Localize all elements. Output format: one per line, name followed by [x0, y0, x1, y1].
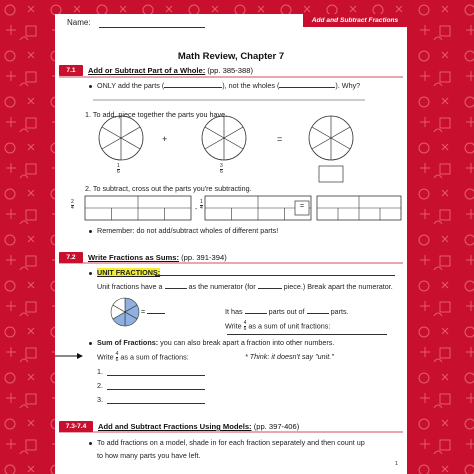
- equals2-sign: =: [300, 203, 305, 210]
- section2-pages: (pp. 391-394): [179, 253, 227, 262]
- answer-line-3[interactable]: [107, 403, 205, 404]
- section3-line-1: To add fractions on a model, shade in for each fraction separately and then count up: [97, 438, 365, 447]
- unit-desc-2: as the numerator (for: [188, 282, 256, 291]
- section1-heading-text: Add or Subtract Part of a Whole:: [88, 66, 206, 75]
- name-field[interactable]: [99, 27, 205, 28]
- frac-a-den: 4: [71, 205, 74, 211]
- write-post: as a sum of unit fractions:: [248, 321, 331, 331]
- only-add-parts-text: [97, 81, 360, 90]
- unit-fractions-answer-line[interactable]: [155, 275, 395, 276]
- list-number-3: 3.: [97, 395, 103, 404]
- fraction-bar-1: [85, 196, 191, 220]
- step1-text: 1. To add, piece together the parts you have.: [85, 110, 228, 119]
- shaded-pie: [111, 298, 139, 326]
- frac-label-1-den: 6: [117, 169, 120, 175]
- section1-heading: [88, 66, 253, 75]
- answer-line-2[interactable]: [107, 389, 205, 390]
- sum-of-fractions-label: Sum of Fractions:: [97, 338, 159, 347]
- sum-of-fractions-desc: you can also break apart a fraction into other numbers.: [158, 338, 335, 347]
- write2-frac-den: 6: [115, 357, 119, 363]
- write-frac-den: 6: [243, 326, 247, 332]
- name-label: Name:: [67, 18, 91, 27]
- arrow-icon: [55, 353, 83, 359]
- unit-fractions-desc: [97, 282, 393, 291]
- unit-fractions-label: [97, 268, 160, 277]
- pie-circle-1: [99, 116, 143, 160]
- pie-equals: [141, 307, 165, 316]
- only-add-mid: ), not the wholes (: [222, 81, 280, 90]
- section3-heading-text: Add and Subtract Fractions Using Models:: [98, 422, 252, 431]
- write-sum: [97, 352, 189, 363]
- unit-sum-answer-line[interactable]: [227, 334, 387, 335]
- frac-a: [71, 200, 74, 211]
- remember-text: Remember: do not add/subtract wholes of different parts!: [97, 226, 279, 235]
- section3-heading: [98, 422, 299, 431]
- it-has-text: [225, 307, 349, 316]
- frac-label-1: [117, 164, 120, 175]
- it-has: It has: [225, 307, 243, 316]
- write2-post: as a sum of fractions:: [120, 352, 189, 362]
- pie-circle-2: [202, 116, 246, 160]
- total-parts-blank[interactable]: [307, 313, 329, 314]
- section3-pages: (pp. 397-406): [251, 422, 300, 431]
- frac-label-2-den: 6: [220, 169, 223, 175]
- write-frac-num: 4: [243, 320, 247, 326]
- frac-label-2: [220, 164, 223, 175]
- numerator-blank[interactable]: [165, 288, 187, 289]
- frac-b-num: 1: [200, 199, 203, 205]
- topic-tab: Add and Subtract Fractions: [303, 14, 407, 27]
- pie-answer-blank[interactable]: [147, 313, 165, 314]
- section2-heading-text: Write Fractions as Sums:: [88, 253, 180, 262]
- write-unit-sum: [225, 321, 330, 332]
- unit-desc-1: Unit fractions have a: [97, 282, 163, 291]
- parts-blank[interactable]: [164, 87, 222, 88]
- section-badge-7-2: 7.2: [59, 252, 83, 263]
- list-number-2: 2.: [97, 381, 103, 390]
- pie-equals-sign: =: [141, 307, 146, 316]
- frac-label-1-num: 1: [117, 163, 120, 169]
- parts-word: parts.: [330, 307, 349, 316]
- piece-blank[interactable]: [258, 288, 282, 289]
- section-badge-7-1: 7.1: [59, 65, 83, 76]
- answer-line-1[interactable]: [107, 375, 205, 376]
- write2-frac-num: 4: [115, 351, 119, 357]
- pie-circle-answer: [309, 116, 353, 182]
- only-add-post: ). Why?: [335, 81, 361, 90]
- section-badge-7-3: 7.3-7.4: [59, 421, 93, 432]
- minus-sign: -: [195, 204, 198, 213]
- only-add-pre: ONLY add the parts (: [97, 81, 165, 90]
- unit-desc-3: piece.) Break apart the numerator.: [283, 282, 393, 291]
- think-note: * Think: it doesn't say "unit.": [245, 352, 334, 361]
- section2-heading: [88, 253, 227, 262]
- equals-sign: =: [277, 134, 283, 144]
- wholes-blank[interactable]: [279, 87, 335, 88]
- section1-pages: (pp. 385-388): [205, 66, 253, 75]
- unit-fractions-highlight: UNIT FRACTIONS:: [97, 268, 161, 277]
- write2-pre: Write: [97, 352, 114, 362]
- frac-b: [200, 200, 203, 211]
- sum-of-fractions-text: [97, 338, 334, 347]
- frac-b-den: 4: [200, 205, 203, 211]
- page-number: 1: [395, 461, 399, 467]
- frac-label-2-num: 3: [220, 163, 223, 169]
- plus-sign: +: [162, 134, 168, 144]
- step2-text: 2. To subtract, cross out the parts you're subtracting.: [85, 184, 252, 193]
- section3-line-2: to how many parts you have left.: [97, 451, 201, 460]
- parts-out-of: parts out of: [268, 307, 305, 316]
- worksheet-page: [55, 14, 407, 474]
- frac-a-num: 2: [71, 199, 74, 205]
- write-pre: Write: [225, 321, 242, 331]
- list-number-1: 1.: [97, 367, 103, 376]
- parts-count-blank[interactable]: [245, 313, 267, 314]
- page-title: Math Review, Chapter 7: [177, 51, 285, 62]
